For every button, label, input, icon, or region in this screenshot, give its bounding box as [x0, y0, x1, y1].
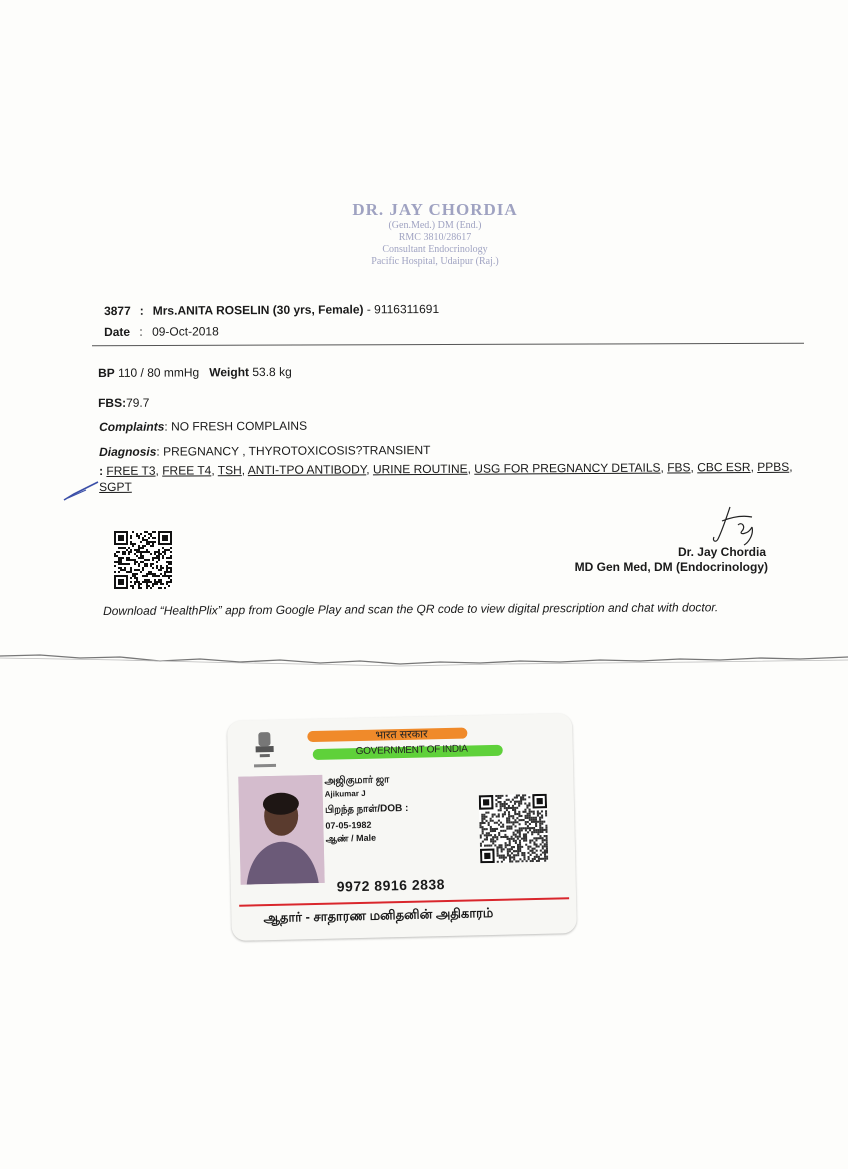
- aadhaar-tagline: ஆதார் - சாதாரண மனிதனின் அதிகாரம்: [263, 905, 494, 926]
- stamp-line-4: Pacific Hospital, Udaipur (Raj.): [371, 256, 499, 267]
- patient-phone: - 9116311691: [366, 301, 440, 317]
- download-note: Download “HealthPlix” app from Google Play and scan the QR code to view digital prescription and chat with doctor.: [103, 600, 719, 618]
- date-label: Date: [104, 324, 131, 339]
- patient-id: 3877: [104, 303, 131, 318]
- test-item: FREE T4: [162, 463, 212, 478]
- test-item: ANTI-TPO ANTIBODY: [247, 462, 367, 478]
- fbs-row: [98, 396, 149, 410]
- prescription-qr-code[interactable]: [114, 531, 172, 589]
- test-item: URINE ROUTINE: [372, 461, 468, 477]
- test-item: SGPT: [99, 479, 132, 494]
- test-item: FBS: [667, 460, 691, 475]
- diagnosis-row: [99, 443, 431, 459]
- date-separator: :: [139, 324, 143, 339]
- dob-value: 07-05-1982: [325, 819, 372, 831]
- holder-gender: ஆண் / Male: [325, 832, 377, 844]
- tests-list: : FREE T3, FREE T4, TSH, ANTI-TPO ANTIBODY, URINE ROUTINE, USG FOR PREGNANCY DETAILS, FBS, CBC ESR, PPBS, SGPT: [99, 459, 793, 494]
- patient-row: [104, 302, 439, 318]
- bp-value: 110 / 80 mmHg: [118, 365, 200, 380]
- aadhaar-qr-code: [479, 794, 549, 864]
- test-item: TSH: [217, 463, 242, 478]
- date-value: 09-Oct-2018: [152, 324, 219, 339]
- diagnosis-value: : PREGNANCY , THYROTOXICOSIS?TRANSIENT: [156, 442, 431, 459]
- holder-photo: [238, 775, 324, 885]
- doctor-signature: [708, 505, 768, 547]
- aadhaar-card: [227, 713, 577, 941]
- stamp-line-1: (Gen.Med.) DM (End.): [388, 220, 482, 231]
- test-item: USG FOR PREGNANCY DETAILS: [474, 460, 661, 476]
- weight-label: Weight: [209, 365, 250, 380]
- patient-separator: :: [139, 303, 144, 318]
- holder-name-english: Ajikumar J: [324, 788, 366, 799]
- card-government-header: GOVERNMENT OF INDIA: [355, 743, 468, 758]
- fbs-label: FBS:: [98, 395, 127, 410]
- stamp-line-2: RMC 3810/28617: [398, 232, 472, 243]
- patient-name: Mrs.ANITA ROSELIN (30 yrs, Female): [152, 302, 364, 318]
- stamp-line-3: Consultant Endocrinology: [382, 244, 488, 255]
- red-separator-line: [239, 897, 569, 906]
- doctor-stamp: [330, 200, 540, 268]
- header-divider: [92, 343, 804, 346]
- national-emblem-icon: [249, 730, 280, 775]
- diagnosis-label: Diagnosis: [99, 444, 157, 459]
- person-photo-icon: [238, 775, 324, 885]
- stamp-name: DR. JAY CHORDIA: [352, 200, 518, 219]
- test-item: CBC ESR: [697, 460, 751, 475]
- torn-paper-edge: [0, 650, 848, 670]
- dob-label: பிறந்த நாள்/DOB :: [324, 802, 409, 816]
- vitals-row: [98, 365, 292, 380]
- weight-value: 53.8 kg: [252, 364, 292, 380]
- complaints-label: Complaints: [99, 419, 165, 434]
- fbs-value: 79.7: [125, 395, 150, 410]
- card-hindi-header: भारत सरकार: [375, 728, 428, 742]
- doctor-qualification: MD Gen Med, DM (Endocrinology): [574, 560, 768, 574]
- bp-label: BP: [98, 365, 115, 380]
- holder-name-tamil: அஜிகுமார் ஜா: [324, 774, 390, 787]
- tests-prefix: :: [99, 463, 104, 478]
- complaints-row: [99, 419, 307, 434]
- date-row: [104, 324, 219, 339]
- aadhaar-number: 9972 8916 2838: [336, 876, 446, 895]
- test-item: FREE T3: [106, 463, 156, 478]
- doctor-name: Dr. Jay Chordia: [677, 545, 766, 559]
- complaints-value: : NO FRESH COMPLAINS: [164, 418, 308, 434]
- pen-check-mark: [62, 478, 102, 504]
- test-item: PPBS: [757, 459, 790, 474]
